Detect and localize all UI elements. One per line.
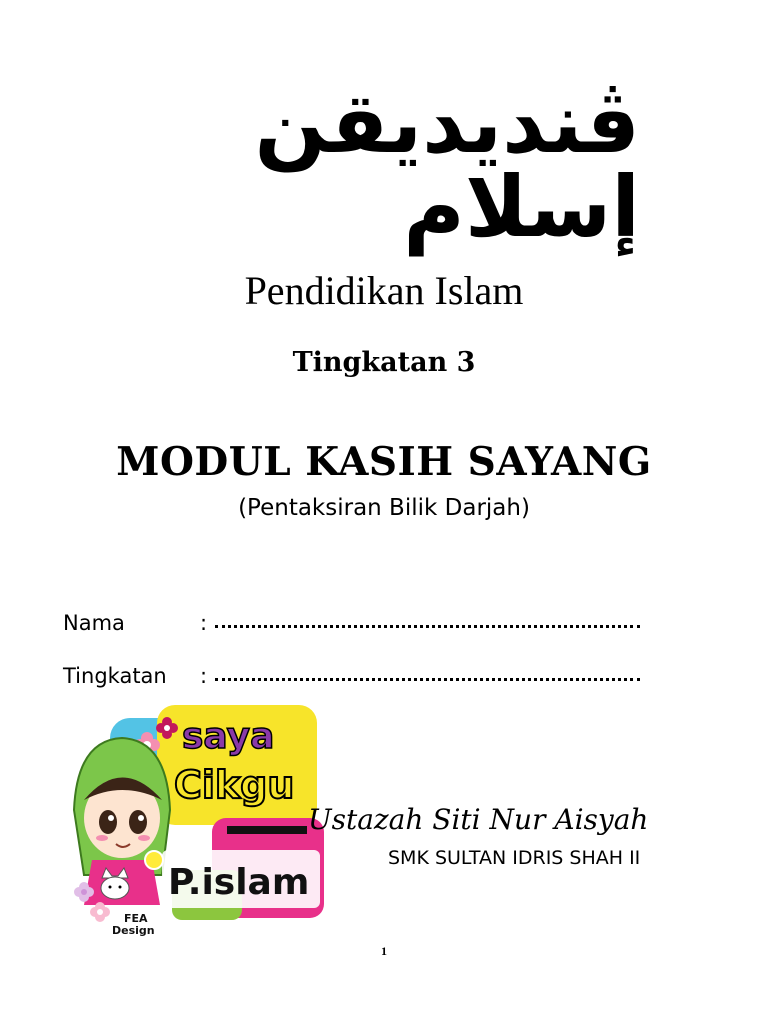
author-signature: Ustazah Siti Nur Aisyah <box>308 803 649 836</box>
module-title: MODUL KASIH SAYANG <box>116 439 652 485</box>
subject-title: Pendidikan Islam <box>244 268 524 313</box>
name-colon: : <box>200 611 208 635</box>
level-heading: Tingkatan 3 <box>292 347 476 378</box>
credit-line1: FEA <box>124 912 148 925</box>
jawi-title: ڤنديديقن إسلام <box>254 74 640 256</box>
black-stripe <box>227 826 307 834</box>
class-colon: : <box>200 664 208 688</box>
school-name: SMK SULTAN IDRIS SHAH II <box>388 847 641 869</box>
name-field[interactable] <box>63 607 703 639</box>
badge-line3: P.islam <box>168 862 310 903</box>
name-label: Nama <box>63 611 125 635</box>
credit-line2: Design <box>112 924 155 937</box>
saya-cikgu-illustration <box>62 700 330 940</box>
class-label: Tingkatan <box>63 664 167 688</box>
badge-line1: saya <box>182 716 275 757</box>
class-dotted-line[interactable] <box>215 678 640 681</box>
name-dotted-line[interactable] <box>215 625 640 628</box>
page-number: 1 <box>381 944 387 958</box>
module-subtitle: (Pentaksiran Bilik Darjah) <box>238 495 530 521</box>
badge-line2: Cikgu <box>174 763 295 807</box>
class-field[interactable] <box>63 660 703 692</box>
